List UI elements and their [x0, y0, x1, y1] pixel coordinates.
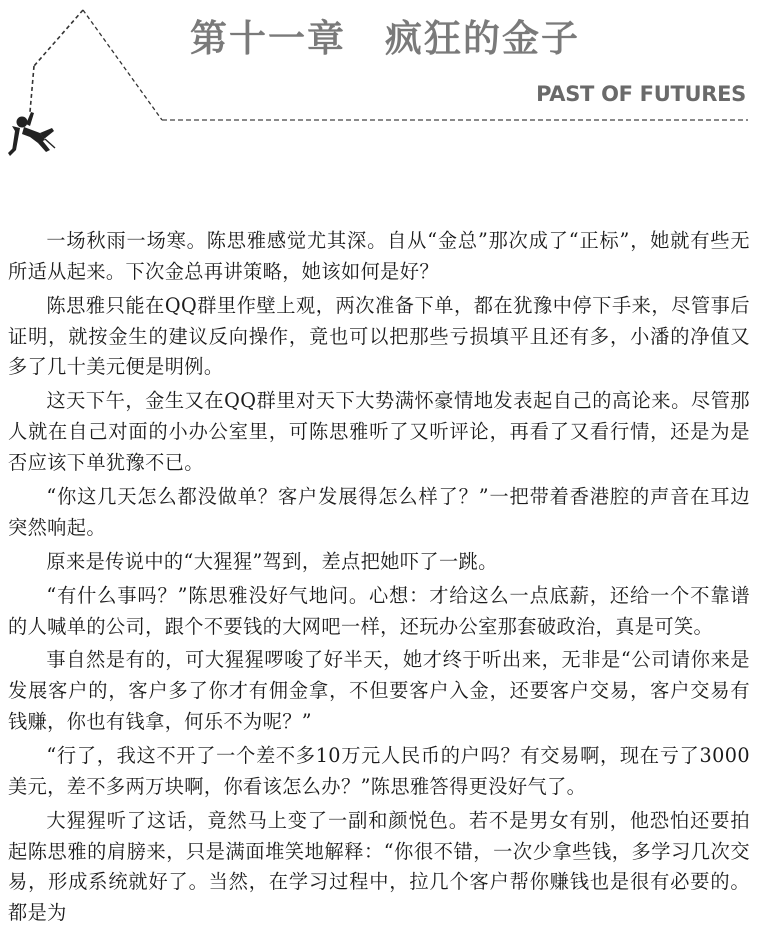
chapter-title: 第十一章 疯狂的金子 — [190, 17, 580, 60]
paragraph: 事自然是有的，可大猩猩啰唆了好半天，她才终于听出来，无非是“公司请你来是发展客户的，客户多了你才有佣金拿，不但要客户入金，还要客户交易，客户交易有钱赚，你也有钱拿，何乐不为呢？” — [8, 648, 750, 734]
paragraph: 大猩猩听了这话，竟然马上变了一副和颜悦色。若不是男女有别，他恐怕还要拍起陈思雅的肩膀来，只是满面堆笑地解释：“你很不错，一次少拿些钱，多学习几次交易，形成系统就好了。当然，在学习过程中，拉几个客户帮你赚钱也是很有必要的。都是为 — [8, 808, 750, 925]
paragraph: 陈思雅只能在QQ群里作壁上观，两次准备下单，都在犹豫中停下手来，尽管事后证明，就按金生的建议反向操作，竟也可以把那些亏损填平且还有多，小潘的净值又多了几十美元便是明例。 — [8, 293, 750, 379]
paragraph: 原来是传说中的“大猩猩”驾到，差点把她吓了一跳。 — [46, 549, 498, 573]
paragraph: “行了，我这不开了一个差不多10万元人民币的户吗？有交易啊，现在亏了3000美元，差不多两万块啊，你看该怎么办？”陈思雅答得更没好气了。 — [8, 744, 750, 798]
climber-on-rope-icon — [8, 112, 54, 156]
paragraph: 一场秋雨一场寒。陈思雅感觉尤其深。自从“金总”那次成了“正标”，她就有些无所适从起来。下次金总再讲策略，她该如何是好？ — [8, 229, 750, 283]
paragraph: 这天下午，金生又在QQ群里对天下大势满怀豪情地发表起自己的高论来。尽管那人就在自己对面的小办公室里，可陈思雅听了又听评论，再看了又看行情，还是为是否应该下单犹豫不已。 — [8, 389, 750, 474]
paragraph: “你这几天怎么都没做单？客户发展得怎么样了？”一把带着香港腔的声音在耳边突然响起。 — [8, 484, 750, 539]
series-name: PAST OF FUTURES — [536, 82, 746, 106]
paragraph: “有什么事吗？”陈思雅没好气地问。心想：才给这么一点底薪，还给一个不靠谱的人喊单的公司，跟个不要钱的大网吧一样，还玩办公室那套破政治，真是可笑。 — [8, 583, 750, 638]
chapter-header — [0, 0, 758, 180]
chapter-body — [8, 226, 750, 932]
